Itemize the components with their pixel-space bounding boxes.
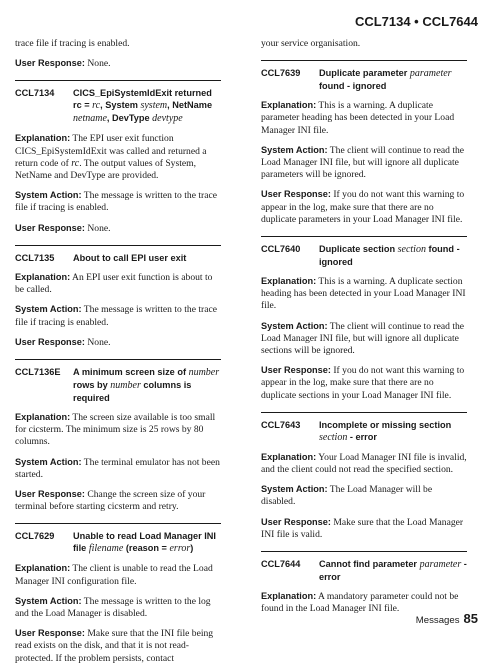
message-id: CCL7639 [261, 68, 301, 79]
page-number: 85 [463, 611, 478, 626]
right-column [261, 38, 467, 622]
explanation: Explanation: A mandatory parameter could not be found in the Load Manager INI file. [261, 591, 459, 615]
message-id: CCL7134 [15, 88, 55, 99]
message-title: Incomplete or missing section section - error [319, 419, 452, 443]
continued-user-response: User Response: None. [15, 58, 111, 70]
left-column [15, 38, 221, 672]
message-title: Cannot find parameter parameter - error [319, 559, 467, 583]
user-response: User Response: None. [15, 336, 111, 348]
system-action: System Action: The message is written to the log and the Load Manager is disabled. [15, 595, 211, 620]
explanation: Explanation: Your Load Manager INI file is invalid, and the client could not read the specified section. [261, 451, 467, 476]
message-ccl7640 [261, 243, 467, 402]
user-response: User Response: Make sure that the INI file being read exists on the disk, and that it is not read-protected. If the problem persists, contact [15, 628, 214, 664]
divider [15, 80, 221, 81]
system-action: System Action: The message is written to the trace file if tracing is enabled. [15, 190, 217, 214]
continued-text: trace file if tracing is enabled. [15, 38, 130, 49]
message-title: About to call EPI user exit [73, 252, 187, 263]
system-action: System Action: The terminal emulator has not been started. [15, 456, 220, 480]
message-ccl7136e [15, 366, 221, 513]
user-response: User Response: Change the screen size of your terminal before starting cicsterm and retry. [15, 489, 206, 513]
explanation: Explanation: The screen size available is too small for cicsterm. The minimum size is 25 rows by 80 columns. [15, 412, 216, 448]
message-ccl7134 [15, 87, 221, 234]
divider [261, 551, 467, 552]
divider [15, 523, 221, 524]
divider [261, 60, 467, 61]
continued-text: your service organisation. [261, 38, 361, 49]
user-response: User Response: Make sure that the Load Manager INI file is valid. [261, 516, 464, 540]
divider [261, 236, 467, 237]
divider [15, 359, 221, 360]
explanation: Explanation: The EPI user exit function CICS_EpiSystemIdExit was called and returned a return code of rc. The output values of System, NetName and DevType are provided. [15, 133, 207, 182]
page-footer [416, 611, 478, 626]
message-ccl7644 [261, 558, 467, 615]
message-title: Unable to read Load Manager INI file filename (reason = error) [73, 531, 216, 555]
footer-section: Messages [415, 615, 460, 626]
message-ccl7135 [15, 252, 221, 349]
explanation: Explanation: This is a warning. A duplicate parameter heading has been detected in your Load Manager INI file. [261, 100, 455, 136]
message-title: A minimum screen size of number rows by number columns is required [73, 367, 220, 404]
divider [261, 412, 467, 413]
divider [15, 245, 221, 246]
message-title: Duplicate section section found - ignored [319, 244, 460, 268]
message-id: CCL7644 [261, 559, 301, 570]
message-ccl7629 [15, 530, 221, 664]
page-header: CCL7134 • CCL7644 [354, 14, 478, 29]
message-title: Duplicate parameter parameter found - ignored [319, 68, 452, 92]
message-ccl7639 [261, 67, 467, 226]
system-action: System Action: The client will continue to read the Load Manager INI file, but will ignore all duplicate parameters will be ignored. [261, 144, 465, 181]
explanation: Explanation: This is a warning. A duplicate section heading has been detected in your Load Manager INI file. [261, 276, 466, 312]
explanation: Explanation: An EPI user exit function is about to be called. [15, 272, 213, 296]
system-action: System Action: The message is written to the trace file if tracing is enabled. [15, 304, 217, 328]
user-response: User Response: None. [15, 222, 111, 234]
user-response: User Response: If you do not want this warning to appear in the log, make sure that there are no duplicate sections in your Load Manager INI file. [261, 365, 465, 401]
system-action: System Action: The client will continue to read the Load Manager INI file, but will ignore all duplicate sections will be ignored. [261, 320, 465, 357]
message-id: CCL7136E [15, 367, 61, 378]
explanation: Explanation: The client is unable to read the Load Manager INI configuration file. [15, 563, 213, 587]
message-id: CCL7643 [261, 419, 301, 430]
message-id: CCL7135 [15, 252, 55, 263]
message-id: CCL7640 [261, 244, 301, 255]
message-id: CCL7629 [15, 531, 55, 542]
user-response: User Response: If you do not want this warning to appear in the log, make sure that there are no duplicate parameters in your Load Manager INI file. [261, 189, 465, 225]
system-action: System Action: The Load Manager will be disabled. [261, 484, 433, 508]
message-ccl7643 [261, 419, 467, 541]
message-title: CICS_EpiSystemIdExit returned rc = rc, System system, NetName netname, DevType devtype [73, 88, 213, 125]
